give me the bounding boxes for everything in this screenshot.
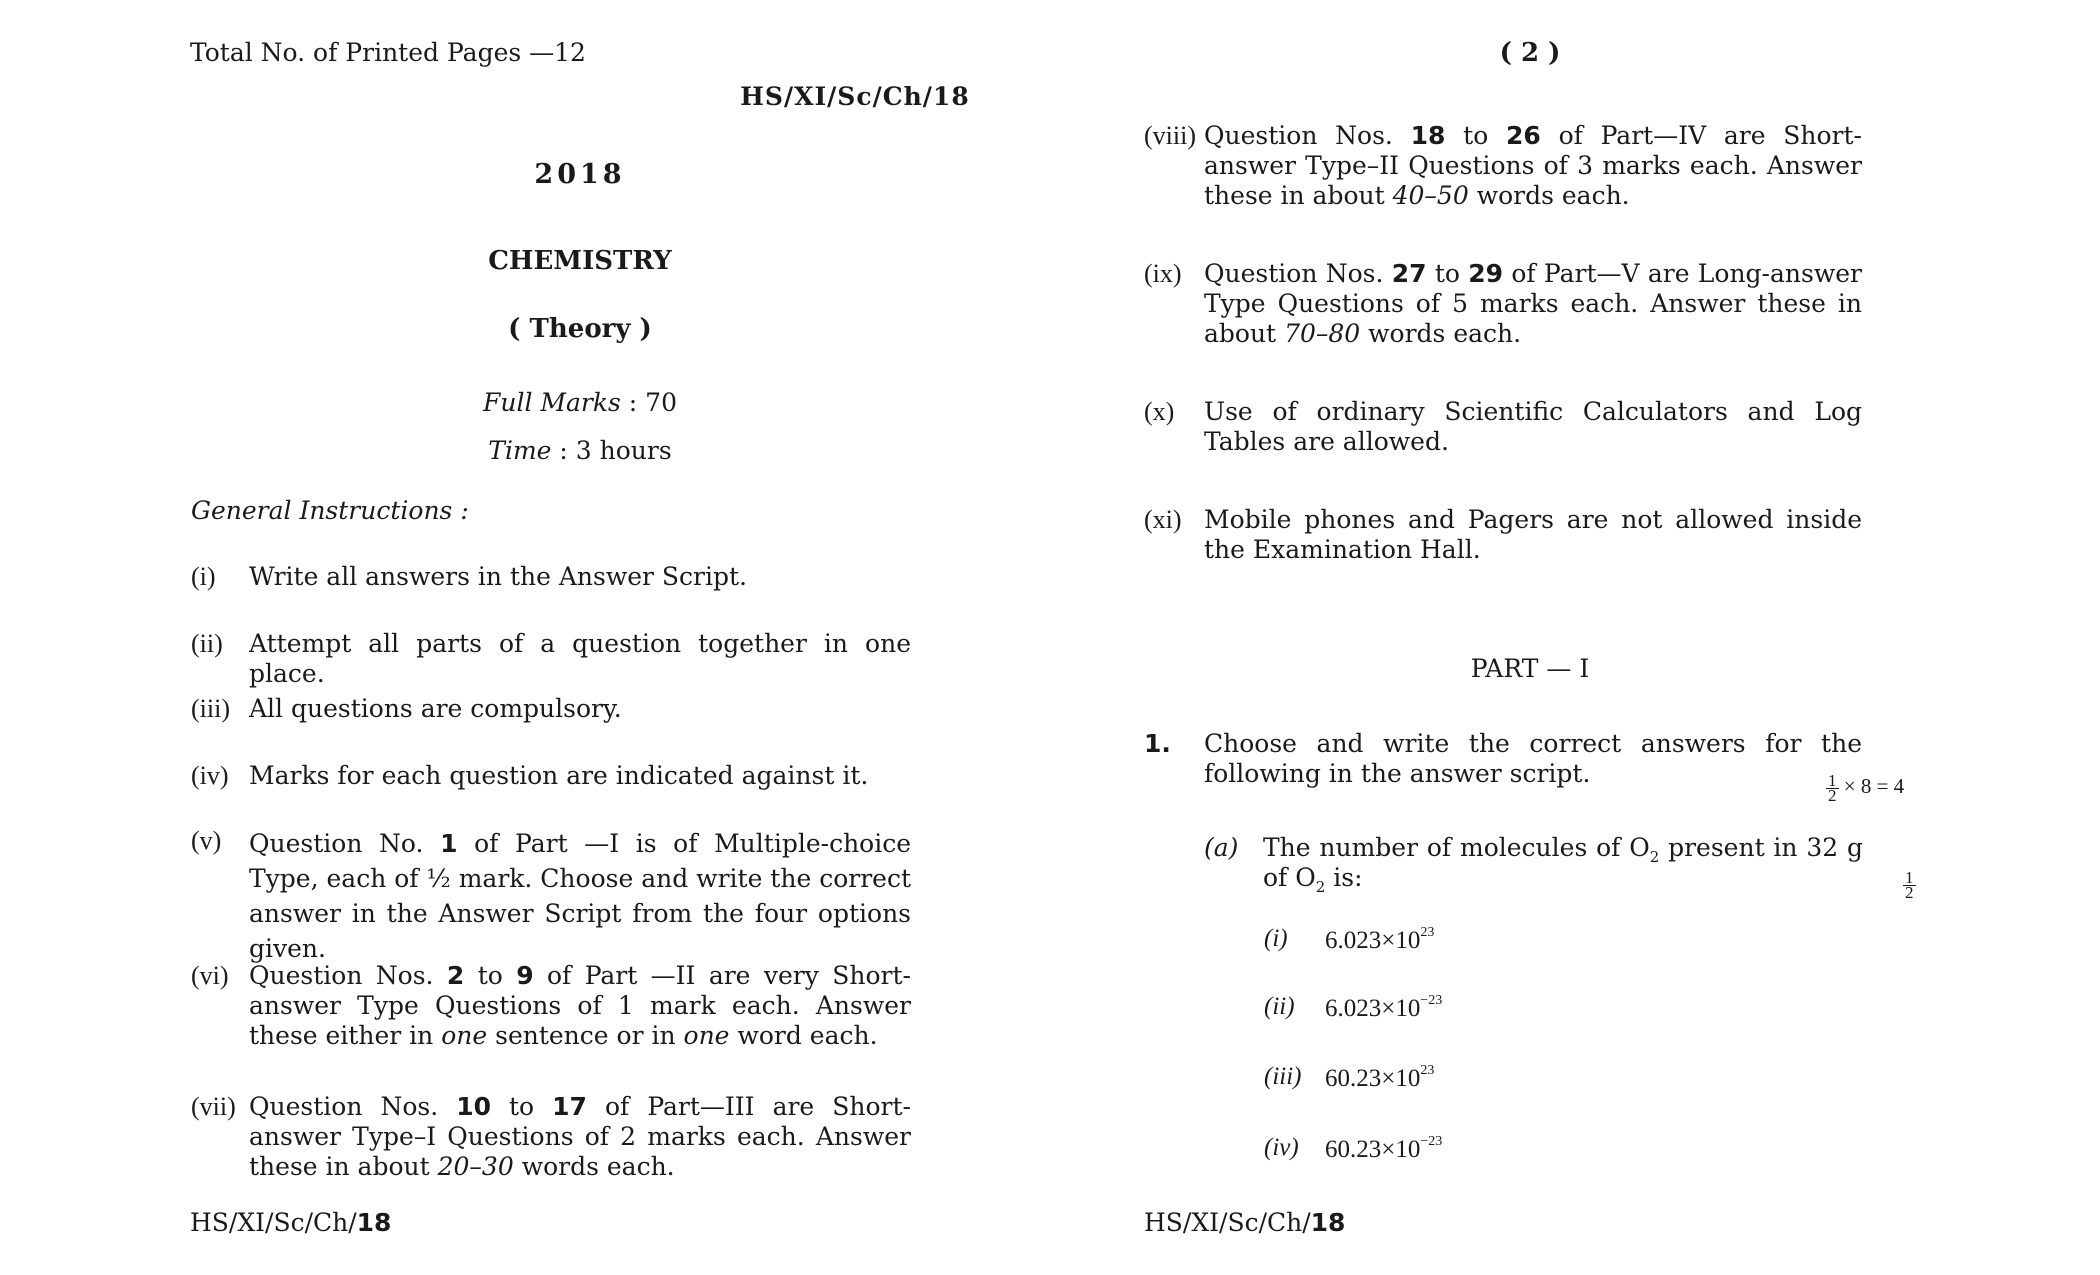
time-allowed <box>430 436 730 466</box>
instruction-text: Mobile phones and Pagers are not allowed inside the Examination Hall. <box>1204 505 1862 564</box>
question-number-bold: 2 <box>446 961 465 990</box>
instruction-number: (x) <box>1144 397 1175 426</box>
text-segment: of Part—V are Long-answer Type Questions of 5 marks each. Answer these in about <box>1204 259 1862 348</box>
footer-code-number: 18 <box>356 1208 392 1237</box>
page-number: ( 2 ) <box>1499 38 1561 68</box>
subscript: 2 <box>1315 878 1326 896</box>
option-value <box>1325 926 1434 956</box>
footer-code-number: 18 <box>1310 1208 1346 1237</box>
exponent: 23 <box>1420 1063 1435 1078</box>
fraction-numerator: 1 <box>1828 770 1837 790</box>
instruction-text: Use of ordinary Scientific Calculators and Log Tables are allowed. <box>1204 397 1862 456</box>
sub-question-text <box>1263 833 1863 896</box>
footer-code-text: HS/XI/Sc/Ch/ <box>1144 1208 1311 1237</box>
text-segment: present in 32 g of O <box>1263 833 1863 892</box>
half-mark-fraction: ½ <box>426 864 451 893</box>
instruction-number: (xi) <box>1144 505 1182 534</box>
instruction-text <box>1204 121 1862 211</box>
instruction-text <box>1204 259 1862 349</box>
emphasis-text: 70–80 <box>1284 319 1361 348</box>
text-segment: words each. <box>1368 319 1522 348</box>
option-label: (iii) <box>1264 1063 1302 1090</box>
time-value: : 3 hours <box>559 436 672 465</box>
text-segment: Question Nos. <box>1204 121 1393 150</box>
time-label: Time <box>488 436 552 465</box>
subject-title: CHEMISTRY <box>488 246 672 276</box>
full-marks-label: Full Marks <box>483 388 621 417</box>
text-segment: words each. <box>1476 181 1630 210</box>
instruction-number: (ii) <box>191 629 223 658</box>
option-value <box>1325 1135 1442 1165</box>
instruction-number: (ix) <box>1144 259 1182 288</box>
subscript: 2 <box>1649 848 1660 866</box>
mantissa: 60.23×10 <box>1325 1065 1421 1092</box>
part-heading: PART — I <box>1470 654 1590 683</box>
question-number-bold: 18 <box>1410 121 1446 150</box>
question-number-bold: 17 <box>552 1092 587 1121</box>
emphasis-text: one <box>683 1021 730 1050</box>
full-marks-value: : 70 <box>628 388 677 417</box>
mantissa: 6.023×10 <box>1325 995 1421 1022</box>
text-segment: to <box>1463 121 1489 150</box>
instruction-text: Marks for each question are indicated against it. <box>249 761 869 790</box>
instruction-text <box>249 961 911 1051</box>
fraction-denominator: 2 <box>1828 785 1837 805</box>
text-segment: of Part—IV are Short-answer Type–II Questions of 3 marks each. Answer these in about <box>1204 121 1862 210</box>
option-value <box>1325 1064 1434 1094</box>
text-segment: of Part —I is of Multiple-choice Type, each of <box>249 829 912 893</box>
instruction-number: (iv) <box>191 761 229 790</box>
exponent: −23 <box>1420 993 1443 1008</box>
text-segment: The number of molecules of O <box>1263 833 1650 862</box>
question-number-bold: 1 <box>440 829 458 858</box>
text-segment: Question No. <box>249 829 424 858</box>
exponent: 23 <box>1420 925 1435 940</box>
text-segment: Question Nos. <box>249 1092 439 1121</box>
instruction-text <box>249 826 911 966</box>
exponent: −23 <box>1420 1134 1443 1149</box>
question-text: Choose and write the correct answers for the following in the answer script. <box>1204 729 1862 788</box>
footer-code-text: HS/XI/Sc/Ch/ <box>190 1208 357 1237</box>
instruction-number: (vii) <box>191 1092 236 1121</box>
mantissa: 6.023×10 <box>1325 927 1421 954</box>
half-fraction <box>1826 770 1839 805</box>
text-segment: Question Nos. <box>1204 259 1384 288</box>
text-segment: word each. <box>737 1021 878 1050</box>
emphasis-text: 40–50 <box>1392 181 1469 210</box>
paper-type: ( Theory ) <box>508 314 652 344</box>
text-segment: sentence or in <box>495 1021 676 1050</box>
text-segment: to <box>509 1092 535 1121</box>
question-number-bold: 29 <box>1468 259 1504 288</box>
option-value <box>1325 994 1442 1024</box>
general-instructions-heading: General Instructions : <box>191 496 469 525</box>
paper-code-header: HS/XI/Sc/Ch/18 <box>740 82 970 111</box>
text-segment: Question Nos. <box>249 961 434 990</box>
full-marks <box>430 388 730 418</box>
instruction-number: (v) <box>191 826 222 855</box>
sub-question-marks <box>1903 868 1916 902</box>
question-number: 1. <box>1144 729 1171 758</box>
question-number-bold: 27 <box>1391 259 1427 288</box>
question-number-bold: 26 <box>1506 121 1541 150</box>
text-segment: to <box>477 961 503 990</box>
text-segment: of Part —II are very Short-answer Type Questions of 1 mark each. Answer these either in <box>249 961 911 1050</box>
total-pages-note: Total No. of Printed Pages —12 <box>190 38 586 67</box>
fraction-denominator: 2 <box>1905 883 1914 902</box>
instruction-text: Attempt all parts of a question together in one place. <box>249 629 911 688</box>
instruction-number: (i) <box>191 562 216 591</box>
left-footer-code <box>190 1208 391 1238</box>
marks-multiplier: × 8 = 4 <box>1843 774 1905 798</box>
instruction-number: (vi) <box>191 961 229 990</box>
fraction-numerator: 1 <box>1905 868 1914 887</box>
text-segment: of Part—III are Short-answer Type–I Questions of 2 marks each. Answer these in about <box>249 1092 911 1181</box>
sub-question-label: (a) <box>1204 833 1239 862</box>
instruction-text <box>249 1092 911 1182</box>
emphasis-text: one <box>441 1021 488 1050</box>
question-number-bold: 9 <box>516 961 534 990</box>
instruction-text: Write all answers in the Answer Script. <box>249 562 747 591</box>
right-footer-code <box>1144 1208 1345 1238</box>
instruction-text: All questions are compulsory. <box>249 694 622 723</box>
option-label: (iv) <box>1264 1134 1299 1161</box>
text-segment: words each. <box>521 1152 675 1181</box>
option-label: (ii) <box>1264 993 1295 1020</box>
text-segment: to <box>1434 259 1460 288</box>
exam-year: 2018 <box>534 159 626 190</box>
question-1-marks <box>1826 771 1904 803</box>
option-label: (i) <box>1264 925 1288 952</box>
instruction-number: (iii) <box>191 694 230 723</box>
text-segment: mark. Choose and write the correct answer in the Answer Script from the four options given. <box>249 864 911 963</box>
emphasis-text: 20–30 <box>437 1152 514 1181</box>
question-number-bold: 10 <box>456 1092 491 1121</box>
instruction-number: (viii) <box>1144 121 1196 150</box>
text-segment: is: <box>1333 863 1363 892</box>
mantissa: 60.23×10 <box>1325 1136 1421 1163</box>
